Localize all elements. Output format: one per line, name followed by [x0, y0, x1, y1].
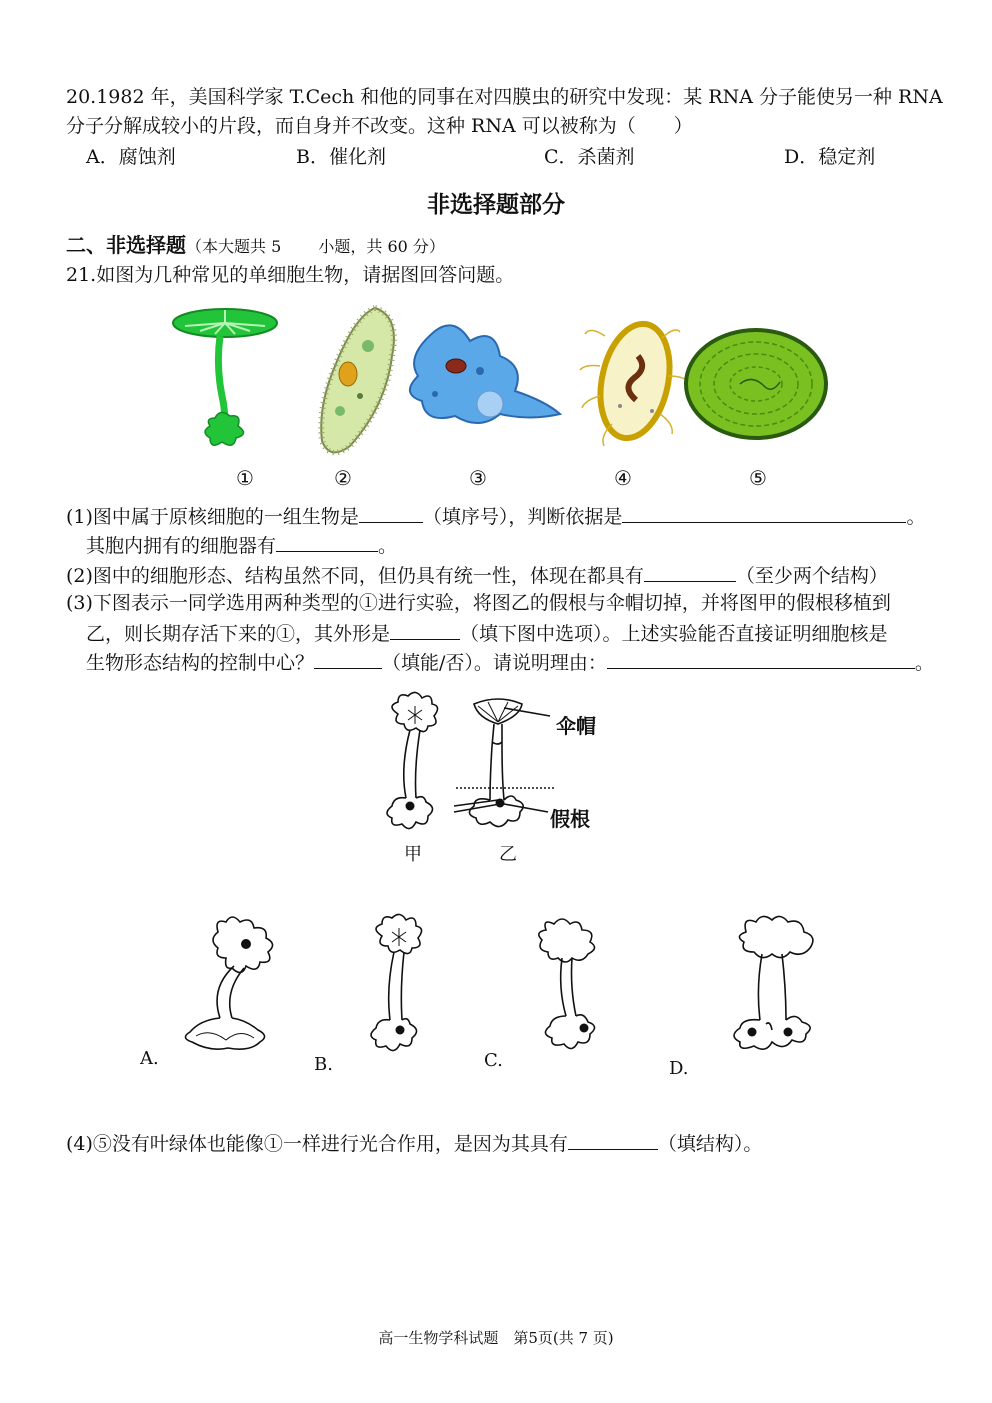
answer-blank-6[interactable] [314, 648, 382, 669]
q21-p4-text-a: (4)⑤没有叶绿体也能像①一样进行光合作用，是因为其具有 [66, 1133, 568, 1155]
label-jia: 甲 [404, 844, 422, 865]
label-rhizoid: 假根 [550, 807, 590, 831]
answer-blank-8[interactable] [568, 1129, 658, 1150]
q21-p4-text-b: （填结构）。 [657, 1133, 763, 1155]
q21-part3-line2 [86, 619, 888, 647]
q20-option-c: C．杀菌剂 [544, 146, 635, 168]
choice-a-image [185, 917, 272, 1049]
organism-number-3: ③ [469, 466, 487, 490]
q21-part3-line3 [86, 648, 934, 676]
organism-number-4: ④ [614, 466, 632, 490]
q21-p1-text-e: 。 [378, 535, 398, 557]
choice-label-b: B. [314, 1054, 333, 1075]
q21-p3-text-b: 乙，则长期存活下来的①，其外形是 [86, 623, 391, 645]
section-2-heading-line [66, 232, 445, 260]
answer-blank-2[interactable] [622, 502, 906, 523]
q21-part4-line [66, 1129, 762, 1157]
answer-blank-5[interactable] [390, 619, 460, 640]
answer-blank-4[interactable] [644, 561, 736, 582]
acetabularia-image [173, 309, 277, 445]
section-2-note: （本大题共 5 小题，共 60 分） [186, 237, 445, 256]
organism-number-2: ② [334, 466, 352, 490]
organism-number-5: ⑤ [749, 466, 767, 490]
choice-label-a: A. [140, 1048, 159, 1069]
choice-label-c: C. [484, 1050, 503, 1071]
q21-p2-text-a: (2)图中的细胞形态、结构虽然不同，但仍具有统一性，体现在都具有 [66, 565, 644, 587]
answer-blank-3[interactable] [276, 531, 378, 552]
organism-number-1: ① [236, 466, 254, 490]
q20-option-b: B．催化剂 [296, 146, 386, 168]
q21-p1-text-a: (1)图中属于原核细胞的一组生物是 [66, 506, 359, 528]
yi-cap [474, 699, 522, 724]
organisms-figure [160, 296, 840, 466]
q21-p3-text-e: （填能/否）。请说明理由： [382, 652, 607, 674]
q20-line1: 20.1982 年，美国科学家 T.Cech 和他的同事在对四膜虫的研究中发现：某 RNA 分子能使另一种 RNA [66, 86, 943, 108]
q21-part1-line2 [86, 531, 397, 559]
q21-p3-text-c: （填下图中选项）。上述实验能否直接证明细胞核是 [460, 623, 888, 645]
q20-option-d: D．稳定剂 [784, 146, 876, 168]
choices-figure [170, 908, 830, 1068]
q21-p1-text-b: （填序号），判断依据是 [422, 506, 623, 528]
q20-line2: 分子分解成较小的片段，而自身并不改变。这种 RNA 可以被称为（ ） [66, 115, 693, 137]
section-2-heading: 二、非选择题 [66, 233, 186, 257]
q21-part2-line [66, 561, 888, 589]
bacterium-image [580, 317, 688, 446]
paramecium-image [321, 308, 394, 452]
q20-option-a: A．腐蚀剂 [86, 146, 176, 168]
label-yi: 乙 [499, 844, 517, 865]
q21-stem: 21.如图为几种常见的单细胞生物，请据图回答问题。 [66, 264, 515, 286]
q21-p1-text-c: 。 [906, 506, 926, 528]
choice-d-image [734, 916, 813, 1049]
answer-blank-7[interactable] [607, 648, 915, 669]
q21-part3-line1: (3)下图表示一同学选用两种类型的①进行实验，将图乙的假根与伞帽切掉，并将图甲的假根移植到 [66, 592, 891, 614]
section-title: 非选择题部分 [427, 192, 565, 218]
label-cap: 伞帽 [556, 714, 596, 738]
cyanobacterium-image [686, 330, 826, 438]
q21-p3-text-f: 。 [914, 652, 934, 674]
q21-p2-text-b: （至少两个结构） [735, 565, 888, 587]
page-footer: 高一生物学科试题 第5页(共 7 页) [378, 1329, 614, 1347]
q21-p3-text-d: 生物形态结构的控制中心？ [86, 652, 315, 674]
q21-part1-line1 [66, 502, 925, 530]
answer-blank-1[interactable] [359, 502, 423, 523]
amoeba-image [410, 325, 560, 423]
choice-label-d: D. [669, 1058, 689, 1079]
q21-p1-text-d: 其胞内拥有的细胞器有 [86, 535, 277, 557]
